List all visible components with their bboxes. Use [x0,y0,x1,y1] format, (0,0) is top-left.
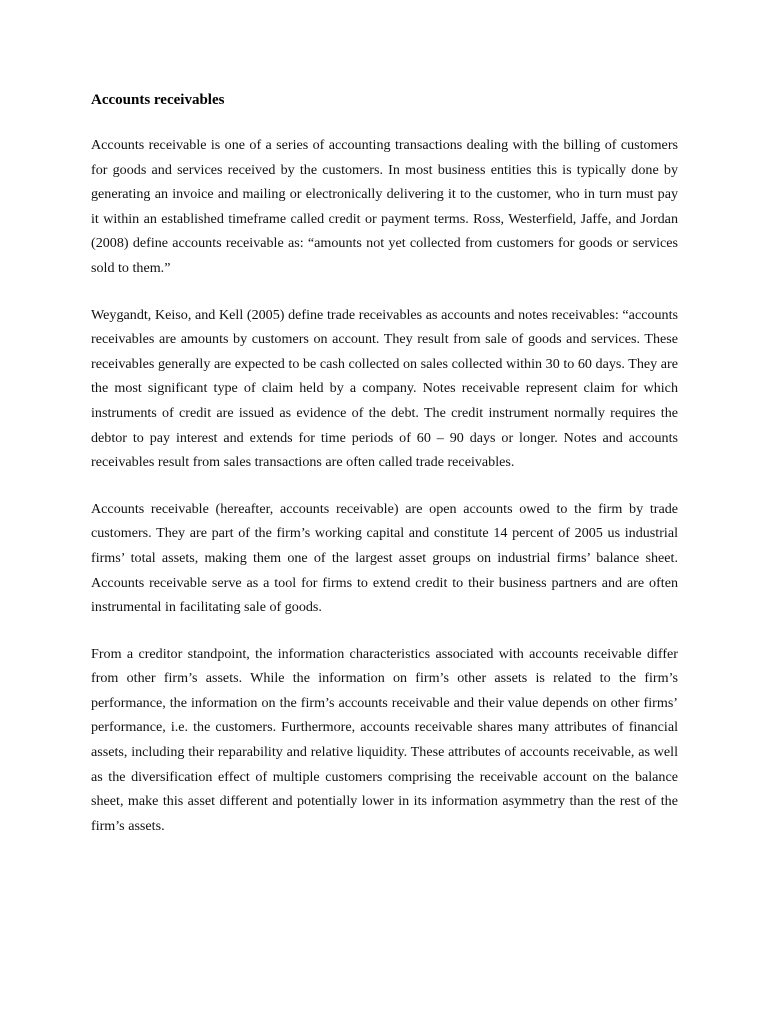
document-title: Accounts receivables [91,92,225,108]
document-body [91,133,678,860]
paragraph-4: From a creditor standpoint, the information characteristics associated with accounts receivable differ from other firm’s assets. While the information on firm’s other assets is related to the firm’s performance, the information on the firm’s accounts receivable and their value depends on other firms’ performance, i.e. the customers. Furthermore, accounts receivable shares many attributes of financial assets, including their reparability and relative liquidity. These attributes of accounts receivable, as well as the diversification effect of multiple customers comprising the receivable account on the balance sheet, make this asset different and potentially lower in its information asymmetry than the rest of the firm’s assets. [91,645,678,834]
paragraph-1: Accounts receivable is one of a series of accounting transactions dealing with the billing of customers for goods and services received by the customers. In most business entities this is typically done by generating an invoice and mailing or electronically delivering it to the customer, who in turn must pay it within an established timeframe called credit or payment terms. Ross, Westerfield, Jaffe, and Jordan (2008) define accounts receivable as: “amounts not yet collected from customers for goods or services sold to them.” [91,137,678,276]
paragraph-2: Weygandt, Keiso, and Kell (2005) define trade receivables as accounts and notes receivables: “accounts receivables are amounts by customers on account. They result from sale of goods and services. These receivables generally are expected to be cash collected on sales collected within 30 to 60 days. They are the most significant type of claim held by a company. Notes receivable represent claim for which instruments of credit are issued as evidence of the debt. The credit instrument normally requires the debtor to pay interest and extends for time periods of 60 – 90 days or longer. Notes and accounts receivables result from sales transactions are often called trade receivables. [91,306,678,471]
paragraph-3: Accounts receivable (hereafter, accounts receivable) are open accounts owed to the firm by trade customers. They are part of the firm’s working capital and constitute 14 percent of 2005 us industrial firms’ total assets, making them one of the largest asset groups on industrial firms’ balance sheet. Accounts receivable serve as a tool for firms to extend credit to their business partners and are often instrumental in facilitating sale of goods. [91,500,678,616]
